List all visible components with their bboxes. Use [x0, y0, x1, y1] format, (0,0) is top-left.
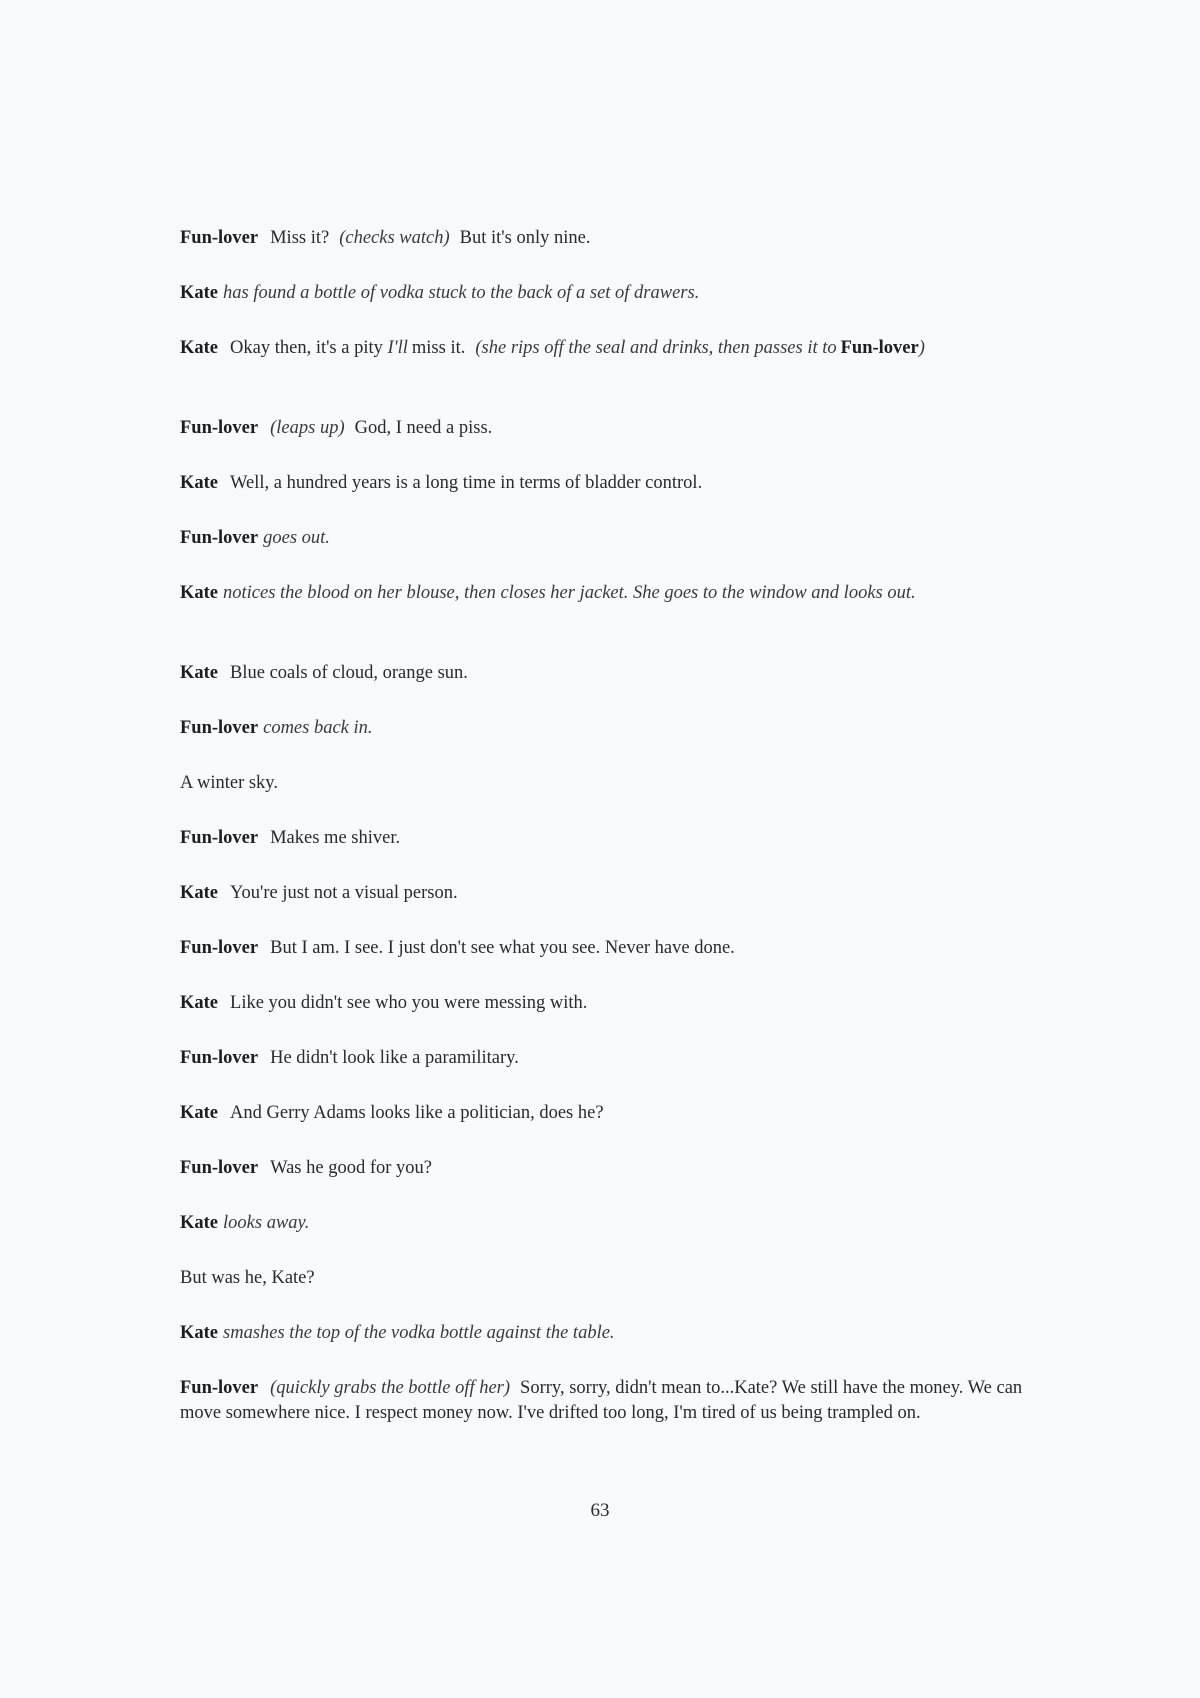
dialogue-text: Miss it?: [270, 228, 330, 248]
script-line: [180, 1101, 1030, 1156]
script-line: [180, 826, 1030, 881]
dialogue-text: Okay then, it's a pity: [230, 338, 383, 358]
page-number: 63: [590, 1500, 610, 1521]
speaker-name: Fun-lover: [180, 528, 259, 548]
script-line: [180, 1156, 1030, 1211]
script-line: [180, 716, 1030, 771]
dialogue-text: He didn't look like a paramilitary.: [270, 1048, 519, 1068]
speaker-name: Kate: [180, 283, 219, 303]
stage-direction: (she rips off the seal and drinks, then passes it to: [475, 338, 837, 358]
script-body: [180, 226, 1030, 1426]
speaker-name: Kate: [180, 1213, 219, 1233]
stage-direction: comes back in.: [263, 718, 373, 738]
dialogue-text: Blue coals of cloud, orange sun.: [230, 663, 468, 683]
speaker-name: Fun-lover: [180, 418, 259, 438]
dialogue-text: A winter sky.: [180, 773, 278, 793]
speaker-name: Fun-lover: [180, 1378, 259, 1398]
stage-direction: (checks watch): [339, 228, 450, 248]
speaker-name: Fun-lover: [840, 338, 919, 358]
speaker-name: Fun-lover: [180, 718, 259, 738]
script-line: [180, 226, 1030, 281]
stage-direction: has found a bottle of vodka stuck to the back of a set of drawers.: [223, 283, 700, 303]
dialogue-text: You're just not a visual person.: [230, 883, 458, 903]
script-line: [180, 1321, 1030, 1376]
script-line: [180, 1266, 1030, 1321]
script-line: [180, 1046, 1030, 1101]
speaker-name: Fun-lover: [180, 828, 259, 848]
speaker-name: Kate: [180, 663, 219, 683]
dialogue-text: But I am. I see. I just don't see what you see. Never have done.: [270, 938, 735, 958]
dialogue-text: And Gerry Adams looks like a politician, does he?: [230, 1103, 604, 1123]
script-line: [180, 991, 1030, 1046]
script-line: [180, 936, 1030, 991]
speaker-name: Kate: [180, 1103, 219, 1123]
stage-direction: smashes the top of the vodka bottle against the table.: [223, 1323, 615, 1343]
script-line: [180, 661, 1030, 716]
speaker-name: Kate: [180, 473, 219, 493]
dialogue-text: God, I need a piss.: [354, 418, 493, 438]
dialogue-text: But was he, Kate?: [180, 1268, 315, 1288]
speaker-name: Kate: [180, 338, 219, 358]
stage-direction: ): [918, 338, 925, 358]
script-line: [180, 416, 1030, 471]
dialogue-text: miss it.: [411, 338, 466, 358]
speaker-name: Kate: [180, 583, 219, 603]
speaker-name: Kate: [180, 883, 219, 903]
dialogue-text: Was he good for you?: [270, 1158, 432, 1178]
script-line: [180, 336, 1030, 416]
script-line: [180, 471, 1030, 526]
speaker-name: Kate: [180, 1323, 219, 1343]
stage-direction: notices the blood on her blouse, then closes her jacket. She goes to the window and looks out.: [223, 583, 916, 603]
stage-direction: looks away.: [223, 1213, 310, 1233]
dialogue-text: Makes me shiver.: [270, 828, 401, 848]
dialogue-text: But it's only nine.: [459, 228, 591, 248]
script-line: [180, 581, 1030, 661]
stage-direction: goes out.: [263, 528, 330, 548]
dialogue-text: Sorry, sorry, didn't mean to...Kate? We still have the money. We can move somewhere nice. I respect money now. I've drifted too long, I'm tired of us being trampled on.: [180, 1378, 1023, 1423]
script-line: [180, 1376, 1030, 1426]
script-line: [180, 1211, 1030, 1266]
speaker-name: Fun-lover: [180, 1048, 259, 1068]
speaker-name: Fun-lover: [180, 228, 259, 248]
script-line: [180, 281, 1030, 336]
dialogue-text: Like you didn't see who you were messing with.: [230, 993, 588, 1013]
stage-direction: I'll: [387, 338, 408, 358]
speaker-name: Fun-lover: [180, 1158, 259, 1178]
script-line: [180, 526, 1030, 581]
script-line: [180, 771, 1030, 826]
stage-direction: (quickly grabs the bottle off her): [270, 1378, 511, 1398]
dialogue-text: Well, a hundred years is a long time in terms of bladder control.: [230, 473, 703, 493]
speaker-name: Fun-lover: [180, 938, 259, 958]
speaker-name: Kate: [180, 993, 219, 1013]
script-line: [180, 881, 1030, 936]
stage-direction: (leaps up): [270, 418, 345, 438]
